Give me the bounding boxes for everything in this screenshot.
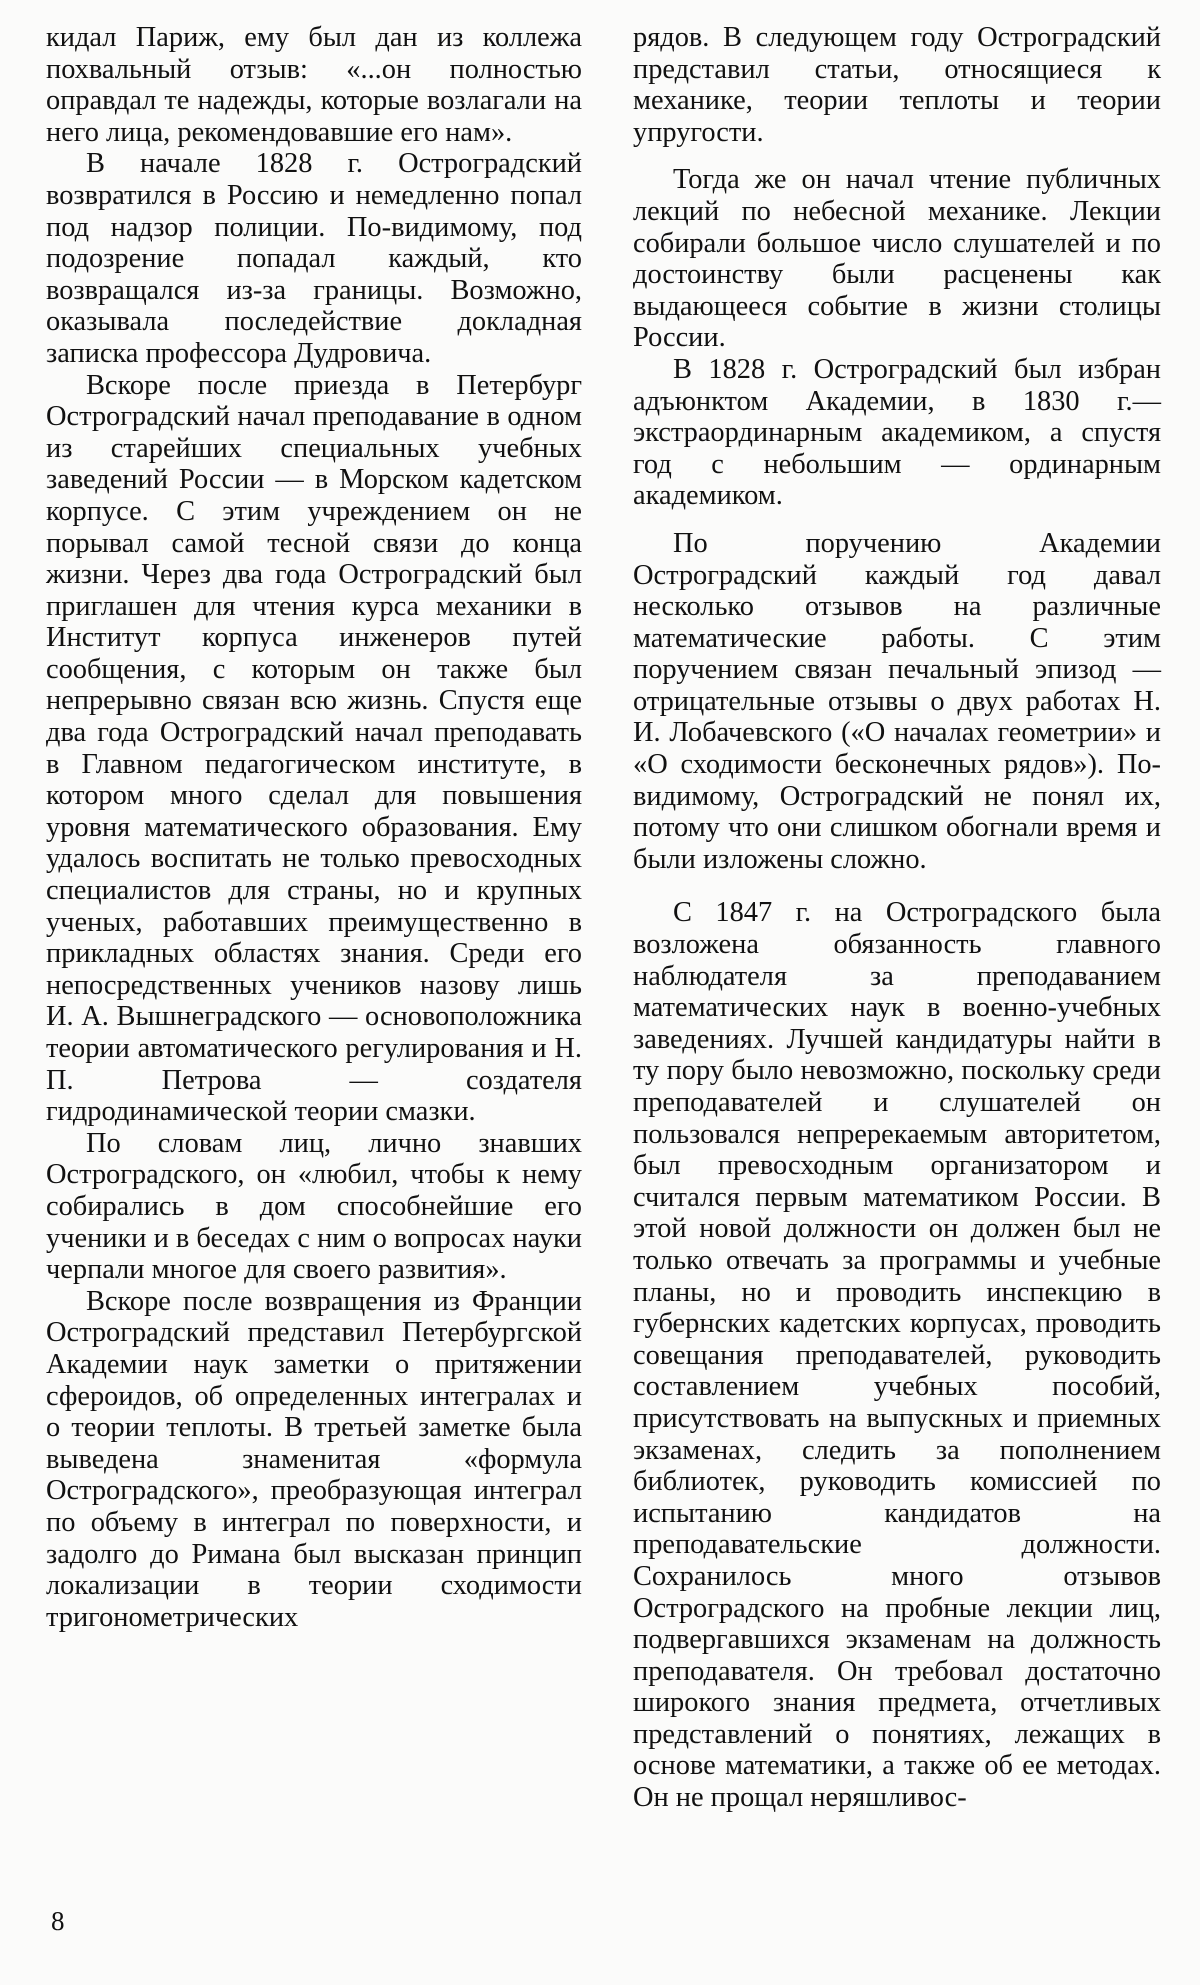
left-paragraph-1: кидал Париж, ему был дан из коллежа похвальный отзыв: «...он полностью оправдал те надежды, которые возлагали на него лица, рекомендовавшие его нам».	[46, 22, 582, 148]
right-paragraph-4: По поручению Академии Остроградский каждый год давал несколько отзывов на различные математические работы. С этим поручением связан печальный эпизод — отрицательные отзывы о двух работах Н. И. Лобачевского («О началах геометрии» и «О сходимости бесконечных рядов»). По-видимому, Остроградский не понял их, потому что они слишком обогнали время и были изложены сложно.	[633, 527, 1161, 875]
right-paragraph-1: рядов. В следующем году Остроградский представил статьи, относящиеся к механике, теории теплоты и теории упругости.	[633, 22, 1161, 148]
left-column	[46, 22, 582, 1633]
page-number: 8	[51, 1906, 65, 1936]
right-paragraph-3: В 1828 г. Остроградский был избран адъюнктом Академии, в 1830 г.— экстраординарным академиком, а спустя год с небольшим — ординарным академиком.	[633, 353, 1161, 512]
right-column	[633, 22, 1161, 1814]
right-paragraph-5: С 1847 г. на Остроградского была возложена обязанность главного наблюдателя за преподаванием математических наук в военно-учебных заведениях. Лучшей кандидатуры найти в ту пору было невозможно, поскольку среди преподавателей и слушателей он пользовался непререкаемым авторитетом, был превосходным организатором и считался первым математиком России. В этой новой должности он должен был не только отвечать за программы и учебные планы, но и проводить инспекцию в губернских кадетских корпусах, проводить совещания преподавателей, руководить составлением учебных пособий, присутствовать на выпускных и приемных экзаменах, следить за пополнением библиотек, руководить комиссией по испытанию кандидатов на преподавательские должности. Сохранилось много отзывов Остроградского на пробные лекции лиц, подвергавшихся экзаменам на должность преподавателя. Он требовал достаточно широкого знания предмета, отчетливых представлений о понятиях, лежащих в основе математики, а также об ее методах. Он не прощал неряшливос-	[633, 897, 1161, 1814]
left-paragraph-4: По словам лиц, лично знавших Остроградского, он «любил, чтобы к нему собирались в дом способнейшие его ученики и в беседах с ним о вопросах науки черпали многое для своего развития».	[46, 1127, 582, 1286]
left-paragraph-2: В начале 1828 г. Остроградский возвратился в Россию и немедленно попал под надзор полиции. По-видимому, под подозрение попадал каждый, кто возвращался из-за границы. Возможно, оказывала последействие докладная записка профессора Дудровича.	[46, 148, 582, 369]
left-paragraph-3: Вскоре после приезда в Петербург Остроградский начал преподавание в одном из старейших специальных учебных заведений России — в Морском кадетском корпусе. С этим учреждением он не порывал самой тесной связи до конца жизни. Через два года Остроградский был приглашен для чтения курса механики в Институт корпуса инженеров путей сообщения, с которым он также был непрерывно связан всю жизнь. Спустя еще два года Остроградский начал преподавать в Главном педагогическом институте, в котором много сделал для повышения уровня математического образования. Ему удалось воспитать не только превосходных специалистов для страны, но и крупных ученых, работавших преимущественно в прикладных областях знания. Среди его непосредственных учеников назову лишь И. А. Вышнеградского — основоположника теории автоматического регулирования и Н. П. Петрова — создателя гидродинамической теории смазки.	[46, 369, 582, 1128]
left-paragraph-5: Вскоре после возвращения из Франции Остроградский представил Петербургской Академии наук заметки о притяжении сфероидов, об определенных интегралах и о теории теплоты. В третьей заметке была выведена знаменитая «формула Остроградского», преобразующая интеграл по объему в интеграл по поверхности, и задолго до Римана был высказан принцип локализации в теории сходимости тригонометрических	[46, 1285, 582, 1633]
right-paragraph-2: Тогда же он начал чтение публичных лекций по небесной механике. Лекции собирали большое число слушателей и по достоинству были расценены как выдающееся событие в жизни столицы России.	[633, 164, 1161, 354]
